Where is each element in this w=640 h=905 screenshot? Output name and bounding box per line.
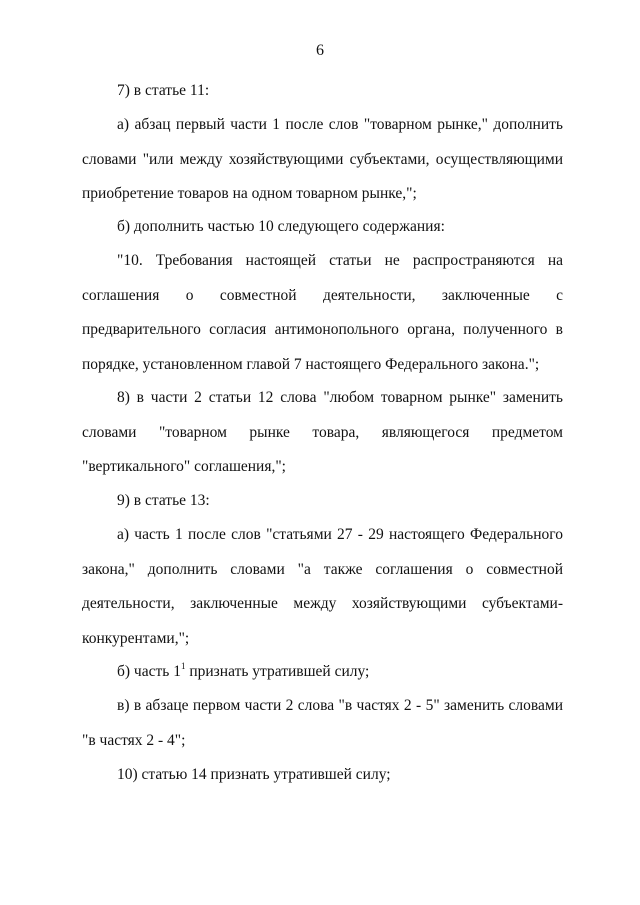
paragraph-13b (82, 655, 563, 690)
page-number: 6 (316, 42, 324, 59)
paragraph-part-10: "10. Требования настоящей статьи не распространяются на соглашения о совместной деятельности, заключенные с предварительного согласия антимонопольного органа, полученного в порядке, установленном главой 7 настоящего Федерального закона."; (82, 252, 563, 373)
paragraph-article-14: 10) статью 14 признать утратившей силу; (117, 766, 391, 783)
paragraph-13a: а) часть 1 после слов "статьями 27 - 29 настоящего Федерального закона," дополнить словами "а также соглашения о совместной деятельности, заключенные между хозяйствующими субъектами-конкурентами,"; (82, 526, 563, 647)
paragraph-11b: б) дополнить частью 10 следующего содержания: (117, 218, 445, 235)
paragraph-article-13: 9) в статье 13: (117, 492, 210, 509)
paragraph-13b-start: б) часть 1 (117, 663, 181, 680)
paragraph-article-11: 7) в статье 11: (117, 82, 210, 99)
paragraph-13b-end: признать утратившей силу; (185, 663, 370, 680)
paragraph-11a: а) абзац первый части 1 после слов "товарном рынке," дополнить словами "или между хозяйствующими субъектами, осуществляющими приобретение товаров на одном товарном рынке,"; (82, 116, 563, 202)
paragraph-article-12: 8) в части 2 статьи 12 слова "любом товарном рынке" заменить словами "товарном рынке товара, являющегося предметом "вертикального" соглашения,"; (82, 389, 563, 475)
paragraph-13c: в) в абзаце первом части 2 слова "в частях 2 - 5" заменить словами "в частях 2 - 4"; (82, 697, 563, 749)
superscript: 1 (180, 661, 186, 671)
